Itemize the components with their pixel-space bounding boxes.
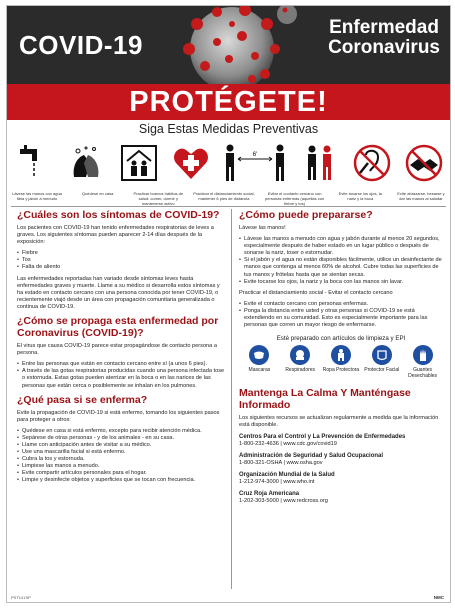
list-item: • Sepárese de otras personas - y de los animales - en su casa. <box>17 435 225 442</box>
face-shield-icon <box>372 345 392 365</box>
prepare-heading: ¿Cómo puede prepararse? <box>239 209 373 221</box>
list-item: • Limpiese las manos a menudo. <box>17 463 225 470</box>
health-heart-icon <box>168 140 214 186</box>
list-item: • Falta de aliento <box>17 264 225 271</box>
org-who: Organización Mundial de la Salud 1-212-974-3000 | www.who.int <box>239 471 335 485</box>
banner-text: PROTÉGETE! <box>129 86 328 118</box>
list-item: • Fiebre <box>17 250 225 257</box>
symptoms-detail: Las enfermedades reportadas han variado desde síntomas leves hasta enfermedades graves y muerte. Llame a su médico si desarrolla estos síntomas y ha estado en contacto cercano con una persona conocida por tener COVID-19, o recientemente viajó desde un área con propagación comunitaria generalizada o continua de COVID-19. <box>17 275 220 310</box>
header-title: COVID-19 <box>19 30 143 60</box>
list-item: • Evite tocarse los ojos, la nariz y la boca con las manos sin lavar. <box>239 279 443 286</box>
section-divider <box>11 206 446 207</box>
org-red-cross: Cruz Roja Americana 1-202-303-5000 | www.redcross.org <box>239 491 328 505</box>
no-handshake-icon <box>401 140 447 186</box>
measure-caption: Lávese las manos con agua tibia y jabón a menudo <box>12 191 62 201</box>
if-sick-list <box>17 428 225 485</box>
measure-caption: Evite abrazarse, besarse y dar las manos al saludar <box>397 191 445 201</box>
measure-caption: Evitar el contacto cercano con personas enfermas (aquellas con fiebre y tos) <box>265 191 325 206</box>
prepare-list <box>239 236 443 286</box>
list-item: • Llame con anticipación antes de visitar a su médico. <box>17 442 225 449</box>
list-item: • Tos <box>17 257 225 264</box>
column-divider <box>231 209 232 589</box>
avoid-sick-icon <box>296 140 342 186</box>
gloves-icon <box>413 345 433 365</box>
coronavirus-illustration <box>157 6 307 84</box>
ppe-title: Esté preparado con artículos de limpieza y EPI <box>276 335 406 343</box>
mask-icon <box>249 345 269 365</box>
right-column <box>239 209 443 510</box>
product-code: PST141SP <box>11 595 31 600</box>
handwash-icon <box>11 140 57 186</box>
measures-title: Siga Estas Medidas Preventivas <box>138 122 319 136</box>
spread-intro: El virus que causa COVID-19 parece estar propagándose de contacto persona a persona. <box>17 343 217 357</box>
stay-home-icon <box>116 140 162 186</box>
measure-caption: Practicar el distanciamiento social, mantener 6 pies de distancia <box>193 191 255 201</box>
list-item: • A través de las gotas respiratorias producidas cuando una persona infectada tose o estornuda. Estas gotas pueden aterrizar en la boca o en las narices de las personas que están cerca o posiblemente se inhalan en los pulmones. <box>17 368 225 389</box>
measures-captions <box>11 191 447 206</box>
ppe-item: Mascaras <box>240 345 278 379</box>
org-osha: Administración de Seguridad y Salud Ocupacional 1-800-321-OSHA | www.osha.gov <box>239 452 384 466</box>
list-item: • Si el jabón y el agua no están disponibles fácilmente, utilice un desinfectante de manos que contenga al menos 60% de alcohol. Cubre todas las superficies de tus manos y frótelas hasta que se sientan secas. <box>239 257 443 278</box>
distance-icon <box>220 140 290 186</box>
stay-informed-heading: Mantenga La Calma Y Manténgase Informado <box>239 387 411 412</box>
symptoms-list <box>17 250 225 271</box>
measure-caption: Quédese en casa <box>81 191 114 196</box>
wash-hands-lead: Lávese las manos! <box>239 225 286 231</box>
symptoms-heading: ¿Cuáles son los síntomas de COVID-19? <box>17 209 220 221</box>
distancing-list <box>239 301 443 329</box>
list-item: • Entre las personas que están en contacto cercano entre sí (a unos 6 pies). <box>17 361 225 368</box>
brand-logo: NMC <box>433 595 444 600</box>
ppe-item: Respiradores <box>281 345 319 379</box>
list-item: • Ponga la distancia entre usted y otras personas si COVID-19 se está extendiendo en su comunidad. Esto es especialmente importante para las personas que corren un mayor riesgo de enfermarse. <box>239 308 443 329</box>
list-item: • Quédese en casa si está enfermo, excepto para recibir atención médica. <box>17 428 225 435</box>
left-column <box>17 209 225 489</box>
respirator-icon <box>290 345 310 365</box>
org-cdc: Centros Para el Control y La Prevención de Enfermedades 1-800-232-4636 | www.cdc.gov/covid19 <box>239 433 406 447</box>
protect-banner <box>7 84 450 120</box>
list-item: • Cubra la tos y estornuda. <box>17 456 225 463</box>
stay-informed-intro: Los siguientes recursos se actualizan regularmente a medida que la información está disponible. <box>239 415 439 429</box>
spread-heading: ¿Cómo se propaga esta enfermedad por Coronavirus (COVID-19)? <box>17 315 219 340</box>
header-subtitle: Enfermedad Coronavirus <box>328 17 440 58</box>
distance-label: 6' <box>252 152 258 158</box>
measure-caption: Evite tocarse los ojos, la nariz y la boca <box>338 191 382 201</box>
ppe-row <box>239 345 443 379</box>
if-sick-intro: Evite la propagación de COVID-19 si está enfermo, tomando los siguientes pasos para proteger a otros: <box>17 409 220 423</box>
list-item: • Evite el contacto cercano con personas enfermas. <box>239 301 443 308</box>
spread-list <box>17 361 225 389</box>
measure-caption: Practicar buenos hábitos de salud: comer, dormir y mantenerse activo <box>133 191 184 206</box>
list-item: • Use una mascarilla facial si está enfermo. <box>17 449 225 456</box>
distancing-lead: Practicar el distanciamiento social - Evitar el contacto cercano <box>239 289 393 296</box>
list-item: • Evite compartir artículos personales para el hogar. <box>17 470 225 477</box>
header <box>7 6 450 84</box>
list-item: • Lávese las manos a menudo con agua y jabón durante al menos 20 segundos, especialmente después de haber estado en un lugar público o después de sonarse la nariz, toser o estornudar. <box>239 236 443 257</box>
hands-soap-icon <box>63 140 109 186</box>
measures-icons <box>11 140 447 190</box>
ppe-item: Protector Facial <box>363 345 401 379</box>
if-sick-heading: ¿Qué pasa si se enferma? <box>17 393 148 406</box>
poster <box>6 5 451 603</box>
ppe-item: Ropa Protectora <box>322 345 360 379</box>
ppe-item: Guantes Desechables <box>404 345 442 379</box>
no-touch-face-icon <box>349 140 395 186</box>
symptoms-intro: Los pacientes con COVID-19 han tenido enfermedades respiratorias de leves a graves. Los siguientes síntomas pueden aparecer 2-14 días después de la exposición: <box>17 225 214 246</box>
list-item: • Limpie y desinfecte objetos y superficies que se tocan con frecuencia. <box>17 477 225 484</box>
protective-clothing-icon <box>331 345 351 365</box>
